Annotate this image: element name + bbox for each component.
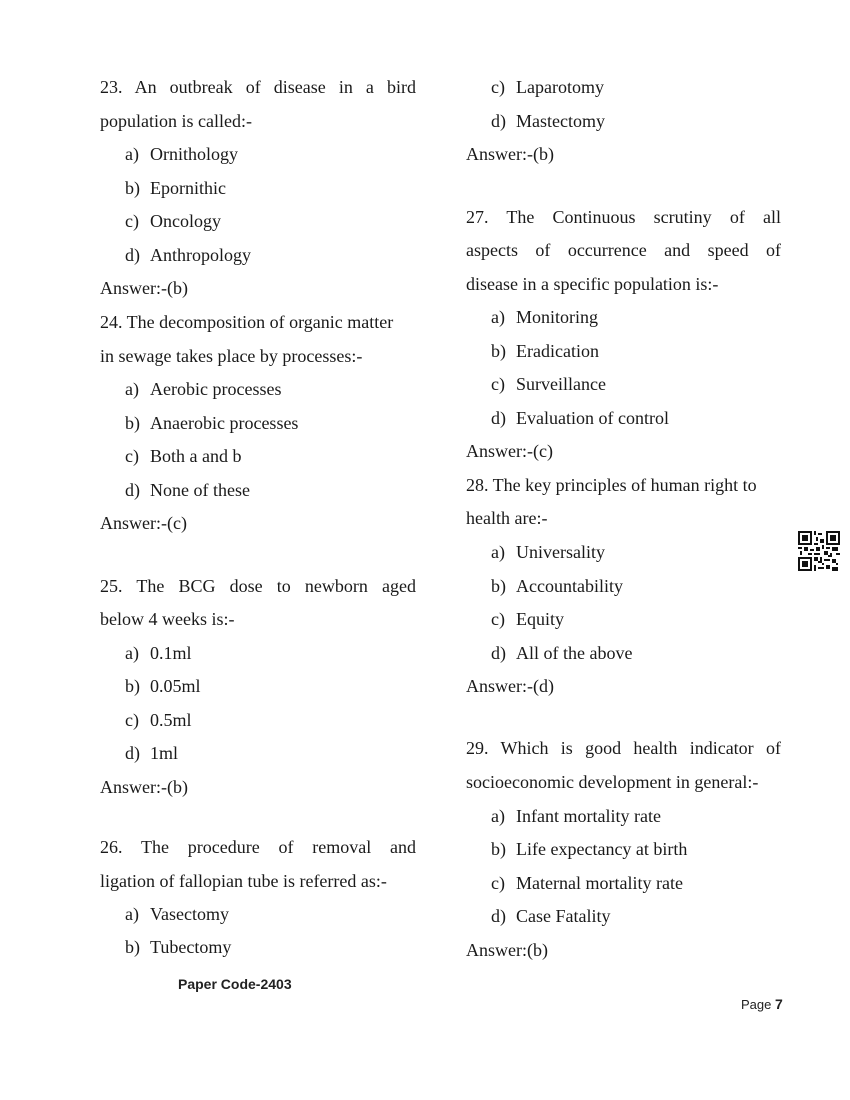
q23-answer: Answer:-(b) — [100, 278, 188, 298]
option-text: Life expectancy at birth — [516, 839, 688, 859]
q27-stem-line-2: aspects of occurrence and speed of — [466, 240, 781, 260]
q29-option-a — [491, 805, 661, 827]
q25-answer: Answer:-(b) — [100, 777, 188, 797]
option-letter: c) — [491, 374, 505, 394]
q26-answer: Answer:-(b) — [466, 144, 554, 164]
q24-stem-line-1: 24. The decomposition of organic matter — [100, 312, 394, 332]
q29-answer: Answer:(b) — [466, 940, 548, 960]
option-text: Ornithology — [150, 144, 238, 164]
q26-option-b — [125, 936, 231, 958]
q27-option-d — [491, 407, 669, 429]
q27-option-b — [491, 340, 599, 362]
option-letter: d) — [491, 408, 506, 428]
option-letter: c) — [491, 873, 505, 893]
option-letter: b) — [125, 413, 140, 433]
option-text: 0.5ml — [150, 710, 192, 730]
option-text: Universality — [516, 542, 605, 562]
option-text: Mastectomy — [516, 111, 605, 131]
q24-answer: Answer:-(c) — [100, 513, 187, 533]
q29-option-b — [491, 838, 687, 860]
option-text: Epornithic — [150, 178, 226, 198]
option-letter: a) — [125, 904, 139, 924]
option-letter: d) — [491, 906, 506, 926]
q27-option-c — [491, 373, 606, 395]
option-letter: d) — [125, 743, 140, 763]
q23-option-d — [125, 244, 251, 266]
option-letter: a) — [491, 806, 505, 826]
option-letter: b) — [491, 341, 506, 361]
option-letter: d) — [491, 643, 506, 663]
option-letter: c) — [125, 211, 139, 231]
option-letter: d) — [491, 111, 506, 131]
q24-stem-line-2: in sewage takes place by processes:- — [100, 346, 363, 366]
q28-stem-line-2: health are:- — [466, 508, 548, 528]
q24-option-d — [125, 479, 250, 501]
option-text: Case Fatality — [516, 906, 611, 926]
option-letter: c) — [491, 609, 505, 629]
q27-answer: Answer:-(c) — [466, 441, 553, 461]
option-letter: b) — [491, 839, 506, 859]
q25-option-b — [125, 675, 201, 697]
q28-stem-line-1: 28. The key principles of human right to — [466, 475, 757, 495]
q26-option-d — [491, 110, 605, 132]
q26-stem-line-1: 26. The procedure of removal and — [100, 837, 416, 857]
option-text: 0.05ml — [150, 676, 201, 696]
option-letter: a) — [125, 379, 139, 399]
q23-option-a — [125, 143, 238, 165]
q25-option-a — [125, 642, 192, 664]
q23-option-b — [125, 177, 226, 199]
q28-option-a — [491, 541, 605, 563]
option-letter: d) — [125, 245, 140, 265]
option-letter: b) — [491, 576, 506, 596]
option-text: Anthropology — [150, 245, 251, 265]
option-text: Oncology — [150, 211, 221, 231]
option-text: Evaluation of control — [516, 408, 669, 428]
option-text: 1ml — [150, 743, 179, 763]
option-text: Tubectomy — [150, 937, 232, 957]
q28-option-b — [491, 575, 623, 597]
q26-option-a — [125, 903, 229, 925]
q28-option-c — [491, 608, 564, 630]
option-text: Maternal mortality rate — [516, 873, 683, 893]
option-letter: a) — [125, 144, 139, 164]
page-label: Page — [741, 997, 772, 1012]
q25-stem-line-1: 25. The BCG dose to newborn aged — [100, 576, 416, 596]
q25-option-c — [125, 709, 192, 731]
option-text: Aerobic processes — [150, 379, 282, 399]
option-text: Accountability — [516, 576, 623, 596]
page-number — [741, 996, 783, 1012]
option-text: Monitoring — [516, 307, 599, 327]
q23-option-c — [125, 210, 221, 232]
q25-option-d — [125, 742, 178, 764]
q29-stem-line-2: socioeconomic development in general:- — [466, 772, 759, 792]
q28-option-d — [491, 642, 632, 664]
q26-option-c — [491, 76, 604, 98]
option-letter: c) — [125, 446, 139, 466]
q29-stem-line-1: 29. Which is good health indicator of — [466, 738, 781, 758]
q24-option-a — [125, 378, 281, 400]
option-letter: c) — [491, 77, 505, 97]
option-text: Eradication — [516, 341, 599, 361]
paper-code: Paper Code-2403 — [178, 976, 292, 992]
q27-stem-line-1: 27. The Continuous scrutiny of all — [466, 207, 781, 227]
option-text: All of the above — [516, 643, 633, 663]
option-letter: a) — [125, 643, 139, 663]
option-text: Infant mortality rate — [516, 806, 661, 826]
q29-option-d — [491, 905, 610, 927]
q29-option-c — [491, 872, 683, 894]
qr-code-icon — [798, 531, 840, 571]
option-letter: a) — [491, 307, 505, 327]
q23-stem-line-1: 23. An outbreak of disease in a bird — [100, 77, 416, 97]
option-letter: a) — [491, 542, 505, 562]
option-text: None of these — [150, 480, 250, 500]
option-text: Laparotomy — [516, 77, 604, 97]
option-text: Vasectomy — [150, 904, 229, 924]
q23-stem-line-2: population is called:- — [100, 111, 252, 131]
page-number-value: 7 — [775, 996, 783, 1012]
q24-option-c — [125, 445, 242, 467]
option-letter: d) — [125, 480, 140, 500]
option-text: Surveillance — [516, 374, 606, 394]
q24-option-b — [125, 412, 298, 434]
q25-stem-line-2: below 4 weeks is:- — [100, 609, 235, 629]
q27-stem-line-3: disease in a specific population is:- — [466, 274, 719, 294]
q26-stem-line-2: ligation of fallopian tube is referred as:- — [100, 871, 387, 891]
option-letter: b) — [125, 178, 140, 198]
option-letter: c) — [125, 710, 139, 730]
q27-option-a — [491, 306, 598, 328]
option-letter: b) — [125, 937, 140, 957]
option-text: Anaerobic processes — [150, 413, 299, 433]
q28-answer: Answer:-(d) — [466, 676, 554, 696]
option-text: Both a and b — [150, 446, 242, 466]
option-letter: b) — [125, 676, 140, 696]
option-text: 0.1ml — [150, 643, 192, 663]
option-text: Equity — [516, 609, 564, 629]
